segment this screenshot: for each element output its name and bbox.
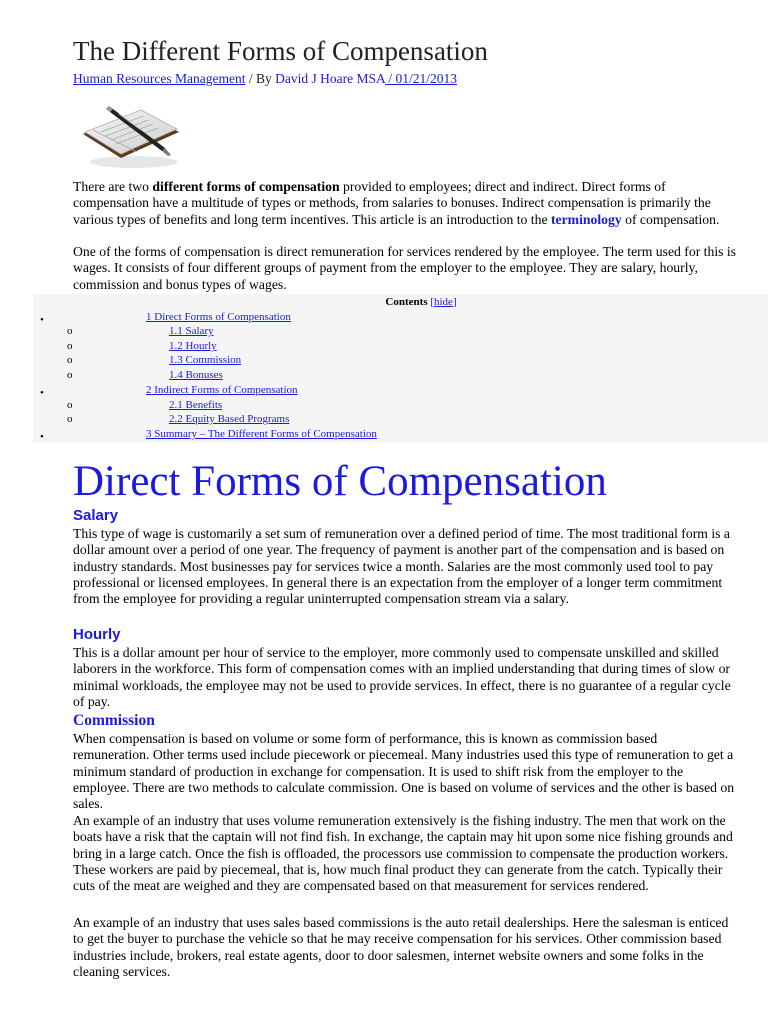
toc-bullet-sub: o <box>67 325 73 337</box>
toc-bullet-sub: o <box>67 354 73 366</box>
author-link[interactable]: David J Hoare MSA <box>275 71 385 86</box>
toc-item-summary[interactable]: 3 Summary – The Different Forms of Compensation <box>146 428 377 440</box>
category-link[interactable]: Human Resources Management <box>73 71 246 86</box>
intro-paragraph: There are two different forms of compensation provided to employees; direct and indirect. Direct forms of compensation have a multitude of types or methods, from salaries to bonuses. Indirect compensation is primarily the various types of benefits and long term incentives. This article is an introduction to the terminology of compensation. <box>73 179 720 227</box>
author-separator: / By <box>245 71 276 86</box>
toc-item-hourly[interactable]: 1.2 Hourly <box>169 340 217 352</box>
salary-paragraph: This type of wage is customarily a set sum of remuneration over a defined period of time. The most traditional form is a dollar amount over a period of one year. The frequency of payment is another part of the compensation and is based on industry standards. Most businesses pay for services twice a month. Salaries are the most commonly used tool to pay professional or licensed employees. In general there is an expectation from the employer of a longer term commitment from the employee for providing a regular uninterrupted compensation stream via a salary. <box>73 526 730 607</box>
subheading-salary: Salary <box>73 507 119 524</box>
byline <box>73 70 457 87</box>
toc-item-indirect[interactable]: 2 Indirect Forms of Compensation <box>146 384 298 396</box>
subheading-hourly: Hourly <box>73 626 121 643</box>
toc-bullet-sub: o <box>67 413 73 425</box>
toc-bullet-main: • <box>40 387 44 399</box>
toc-bullet-main: • <box>40 431 44 443</box>
commission-paragraph-1: When compensation is based on volume or some form of performance, this is known as commission based remuneration. Other terms used include piecework or piecemeal. Many industries used this type of remuneration to get a minimum standard of production in exchange for compensation. It is used to shift risk from the employer to the employee. There are two methods to calculate commission. One is based on volume of services and the other is based on sales. <box>73 731 735 812</box>
bold-term: different forms of compensation <box>152 179 340 194</box>
section-heading-direct: Direct Forms of Compensation <box>73 458 607 505</box>
wages-paragraph: One of the forms of compensation is direct remuneration for services rendered by the employee. The term used for this is wages. It consists of four different groups of payment from the employer to the employee. They are salary, hourly, commission and bonus types of wages. <box>73 244 737 292</box>
article-title: The Different Forms of Compensation <box>73 36 488 66</box>
checkbook-with-pen-icon <box>79 92 181 172</box>
toc-bullet-main: • <box>40 314 44 326</box>
date-link[interactable]: / 01/21/2013 <box>384 71 457 86</box>
toc-item-direct[interactable]: 1 Direct Forms of Compensation <box>146 311 291 323</box>
hourly-paragraph: This is a dollar amount per hour of service to the employer, more commonly used to compensate unskilled and skilled laborers in the workforce. This form of compensation comes with an implied understanding that during times of slow or minimal workloads, the employee may not be used to provide services. In effect, there is no guarantee of a regular cycle of pay. <box>73 645 731 709</box>
subheading-commission: Commission <box>73 712 155 729</box>
toc-item-equity[interactable]: 2.2 Equity Based Programs <box>169 413 290 425</box>
toc-item-benefits[interactable]: 2.1 Benefits <box>169 399 223 411</box>
commission-paragraph-3: An example of an industry that uses sales based commissions is the auto retail dealerships. Here the salesman is enticed to get the buyer to purchase the vehicle so that he may receive compensation for his services. Other commission based industries include, brokers, real estate agents, door to door salesmen, internet website owners and some folks in the cleaning services. <box>73 915 729 979</box>
commission-paragraph-2: An example of an industry that uses volume remuneration extensively is the fishing industry. The men that work on the boats have a risk that the captain will not find fish. In exchange, the captain may hit upon some nice fishing grounds and bring in a large catch. Once the fish is offloaded, the processors use commission to compensate the production workers. These workers are paid by piecemeal, that is, how much final product they can generate from the catch. Typically their cuts of the meat are weighed and they are compensated based on that measurement for services rendered. <box>73 813 733 894</box>
toc-item-bonuses[interactable]: 1.4 Bonuses <box>169 369 223 381</box>
toc-item-commission[interactable]: 1.3 Commission <box>169 354 242 366</box>
toc-hide-link[interactable]: hide <box>433 296 453 308</box>
toc-bullet-sub: o <box>67 369 73 381</box>
terminology-link[interactable]: terminology <box>550 211 622 227</box>
table-of-contents <box>33 294 768 443</box>
toc-title: Contents [hide] <box>385 296 457 308</box>
toc-item-salary[interactable]: 1.1 Salary <box>169 325 214 337</box>
toc-bullet-sub: o <box>67 399 73 411</box>
toc-bullet-sub: o <box>67 340 73 352</box>
